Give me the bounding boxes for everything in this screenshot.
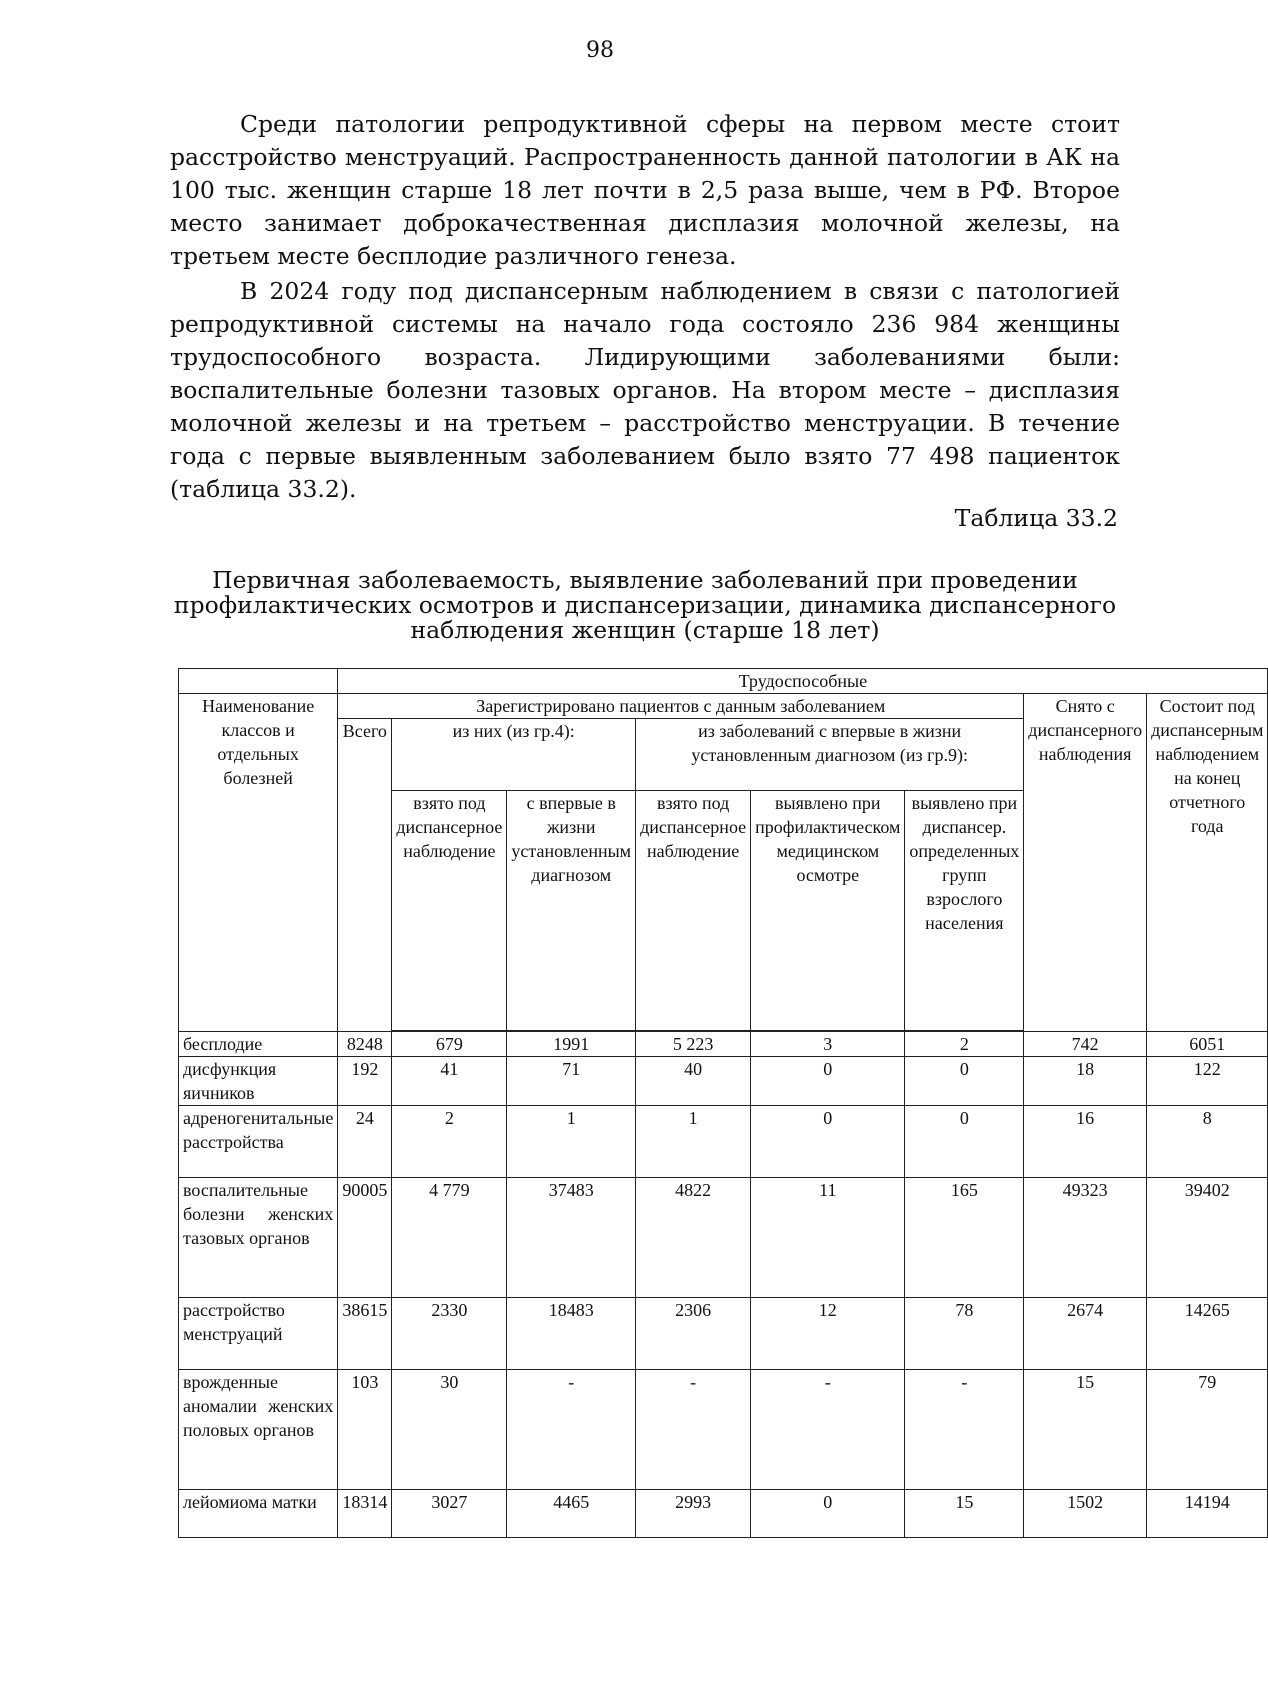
col-header-first-life: с впервые в жизни установленным диагнозом: [507, 791, 636, 1031]
table-caption: Первичная заболеваемость, выявление заболеваний при проведении профилактических осмотров и диспансеризации, динамика диспансерного наблюдения женщин (старше 18 лет): [173, 566, 1117, 644]
row-name: лейомиома матки: [179, 1490, 338, 1538]
cell: 5 223: [636, 1032, 751, 1057]
cell: 18483: [507, 1298, 636, 1370]
cell: 1991: [507, 1032, 636, 1057]
cell: 0: [905, 1106, 1024, 1178]
cell: 18314: [338, 1490, 392, 1538]
cell: 742: [1024, 1032, 1147, 1057]
paragraph: В 2024 году под диспансерным наблюдением в связи с патологией репродуктивной системы на начало года состояло 236 984 женщины трудоспособного возраста. Лидирующими заболеваниями были: воспалительные болезни тазовых органов. На втором месте – дисплазия молочной железы и на третьем – расстройство менструации. В течение года с первые выявленным заболеванием было взято 77 498 пациенток (таблица 33.2).: [170, 277, 1120, 503]
cell: 39402: [1147, 1178, 1268, 1298]
first-diag-header: из заболеваний с впервые в жизни установленным диагнозом (из гр.9):: [636, 719, 1024, 791]
data-table: [178, 668, 1268, 1538]
cell: 2993: [636, 1490, 751, 1538]
cell: 2: [905, 1032, 1024, 1057]
cell: 679: [392, 1032, 507, 1057]
col-header-prof: выявлено при профилактическом медицинском осмотре: [751, 791, 905, 1031]
cell: 122: [1147, 1057, 1268, 1106]
cell: 103: [338, 1370, 392, 1490]
col-header-end: Состоит под диспансерным наблюдением на конец отчетного года: [1147, 694, 1268, 1032]
col-header-total: Всего: [338, 719, 392, 1032]
cell: 0: [751, 1490, 905, 1538]
col-header-taken: взято под диспансерное наблюдение: [392, 791, 507, 1031]
table-row: [179, 1178, 1268, 1298]
cell: 37483: [507, 1178, 636, 1298]
row-name: дисфункция яичников: [179, 1057, 338, 1106]
cell: 18: [1024, 1057, 1147, 1106]
body-text: [170, 108, 1120, 508]
cell: -: [507, 1370, 636, 1490]
cell: 79: [1147, 1370, 1268, 1490]
table-row: [179, 1298, 1268, 1370]
cell: 90005: [338, 1178, 392, 1298]
cell: 8248: [338, 1032, 392, 1057]
cell: 0: [905, 1057, 1024, 1106]
row-name: врожденные аномалии женских половых органов: [179, 1370, 338, 1490]
page-number: 98: [586, 38, 614, 63]
cell: 49323: [1024, 1178, 1147, 1298]
cell: 24: [338, 1106, 392, 1178]
col-header-disp: выявлено при диспансер. определенных групп взрослого населения: [905, 791, 1024, 1031]
row-name: бесплодие: [179, 1032, 338, 1057]
table-row: [179, 1370, 1268, 1490]
cell: 14265: [1147, 1298, 1268, 1370]
row-name: расстройство менструаций: [179, 1298, 338, 1370]
cell: 15: [905, 1490, 1024, 1538]
cell: 41: [392, 1057, 507, 1106]
col-header-taken2: взято под диспансерное наблюдение: [636, 791, 751, 1031]
cell: 38615: [338, 1298, 392, 1370]
cell: 0: [751, 1057, 905, 1106]
cell: 3027: [392, 1490, 507, 1538]
cell: 71: [507, 1057, 636, 1106]
cell: 3: [751, 1032, 905, 1057]
cell: 4822: [636, 1178, 751, 1298]
table-row: [179, 1032, 1268, 1057]
cell: -: [751, 1370, 905, 1490]
cell: -: [636, 1370, 751, 1490]
cell: 8: [1147, 1106, 1268, 1178]
cell: 165: [905, 1178, 1024, 1298]
paragraph: Среди патологии репродуктивной сферы на первом месте стоит расстройство менструаций. Распространенность данной патологии в АК на 100 тыс. женщин старше 18 лет почти в 2,5 раза выше, чем в РФ. Второе место занимает доброкачественная дисплазия молочной железы, на третьем месте бесплодие различного генеза.: [170, 110, 1120, 270]
cell: 40: [636, 1057, 751, 1106]
table-row: [179, 1106, 1268, 1178]
cell: 1: [636, 1106, 751, 1178]
cell: 0: [751, 1106, 905, 1178]
cell: 2674: [1024, 1298, 1147, 1370]
registered-header: Зарегистрировано пациентов с данным заболеванием: [338, 694, 1024, 719]
of-them-header: из них (из гр.4):: [392, 719, 636, 791]
cell: 2330: [392, 1298, 507, 1370]
cell: 30: [392, 1370, 507, 1490]
cell: 1: [507, 1106, 636, 1178]
cell: 12: [751, 1298, 905, 1370]
cell: 14194: [1147, 1490, 1268, 1538]
col-header-removed: Снято с диспансерного наблюдения: [1024, 694, 1147, 1032]
cell: 11: [751, 1178, 905, 1298]
row-name: воспалительные болезни женских тазовых органов: [179, 1178, 338, 1298]
cell: 78: [905, 1298, 1024, 1370]
table-row: [179, 1490, 1268, 1538]
cell: 1502: [1024, 1490, 1147, 1538]
cell: 6051: [1147, 1032, 1268, 1057]
cell: 2306: [636, 1298, 751, 1370]
row-name: адреногенитальные расстройства: [179, 1106, 338, 1178]
group-header: Трудоспособные: [338, 669, 1268, 694]
table-label: Таблица 33.2: [954, 504, 1118, 532]
cell: -: [905, 1370, 1024, 1490]
col-header-name: Наименование классов и отдельных болезней: [179, 694, 338, 1032]
cell: 192: [338, 1057, 392, 1106]
cell: 2: [392, 1106, 507, 1178]
cell: 4 779: [392, 1178, 507, 1298]
cell: 4465: [507, 1490, 636, 1538]
cell: 16: [1024, 1106, 1147, 1178]
table-row: [179, 1057, 1268, 1106]
cell: 15: [1024, 1370, 1147, 1490]
